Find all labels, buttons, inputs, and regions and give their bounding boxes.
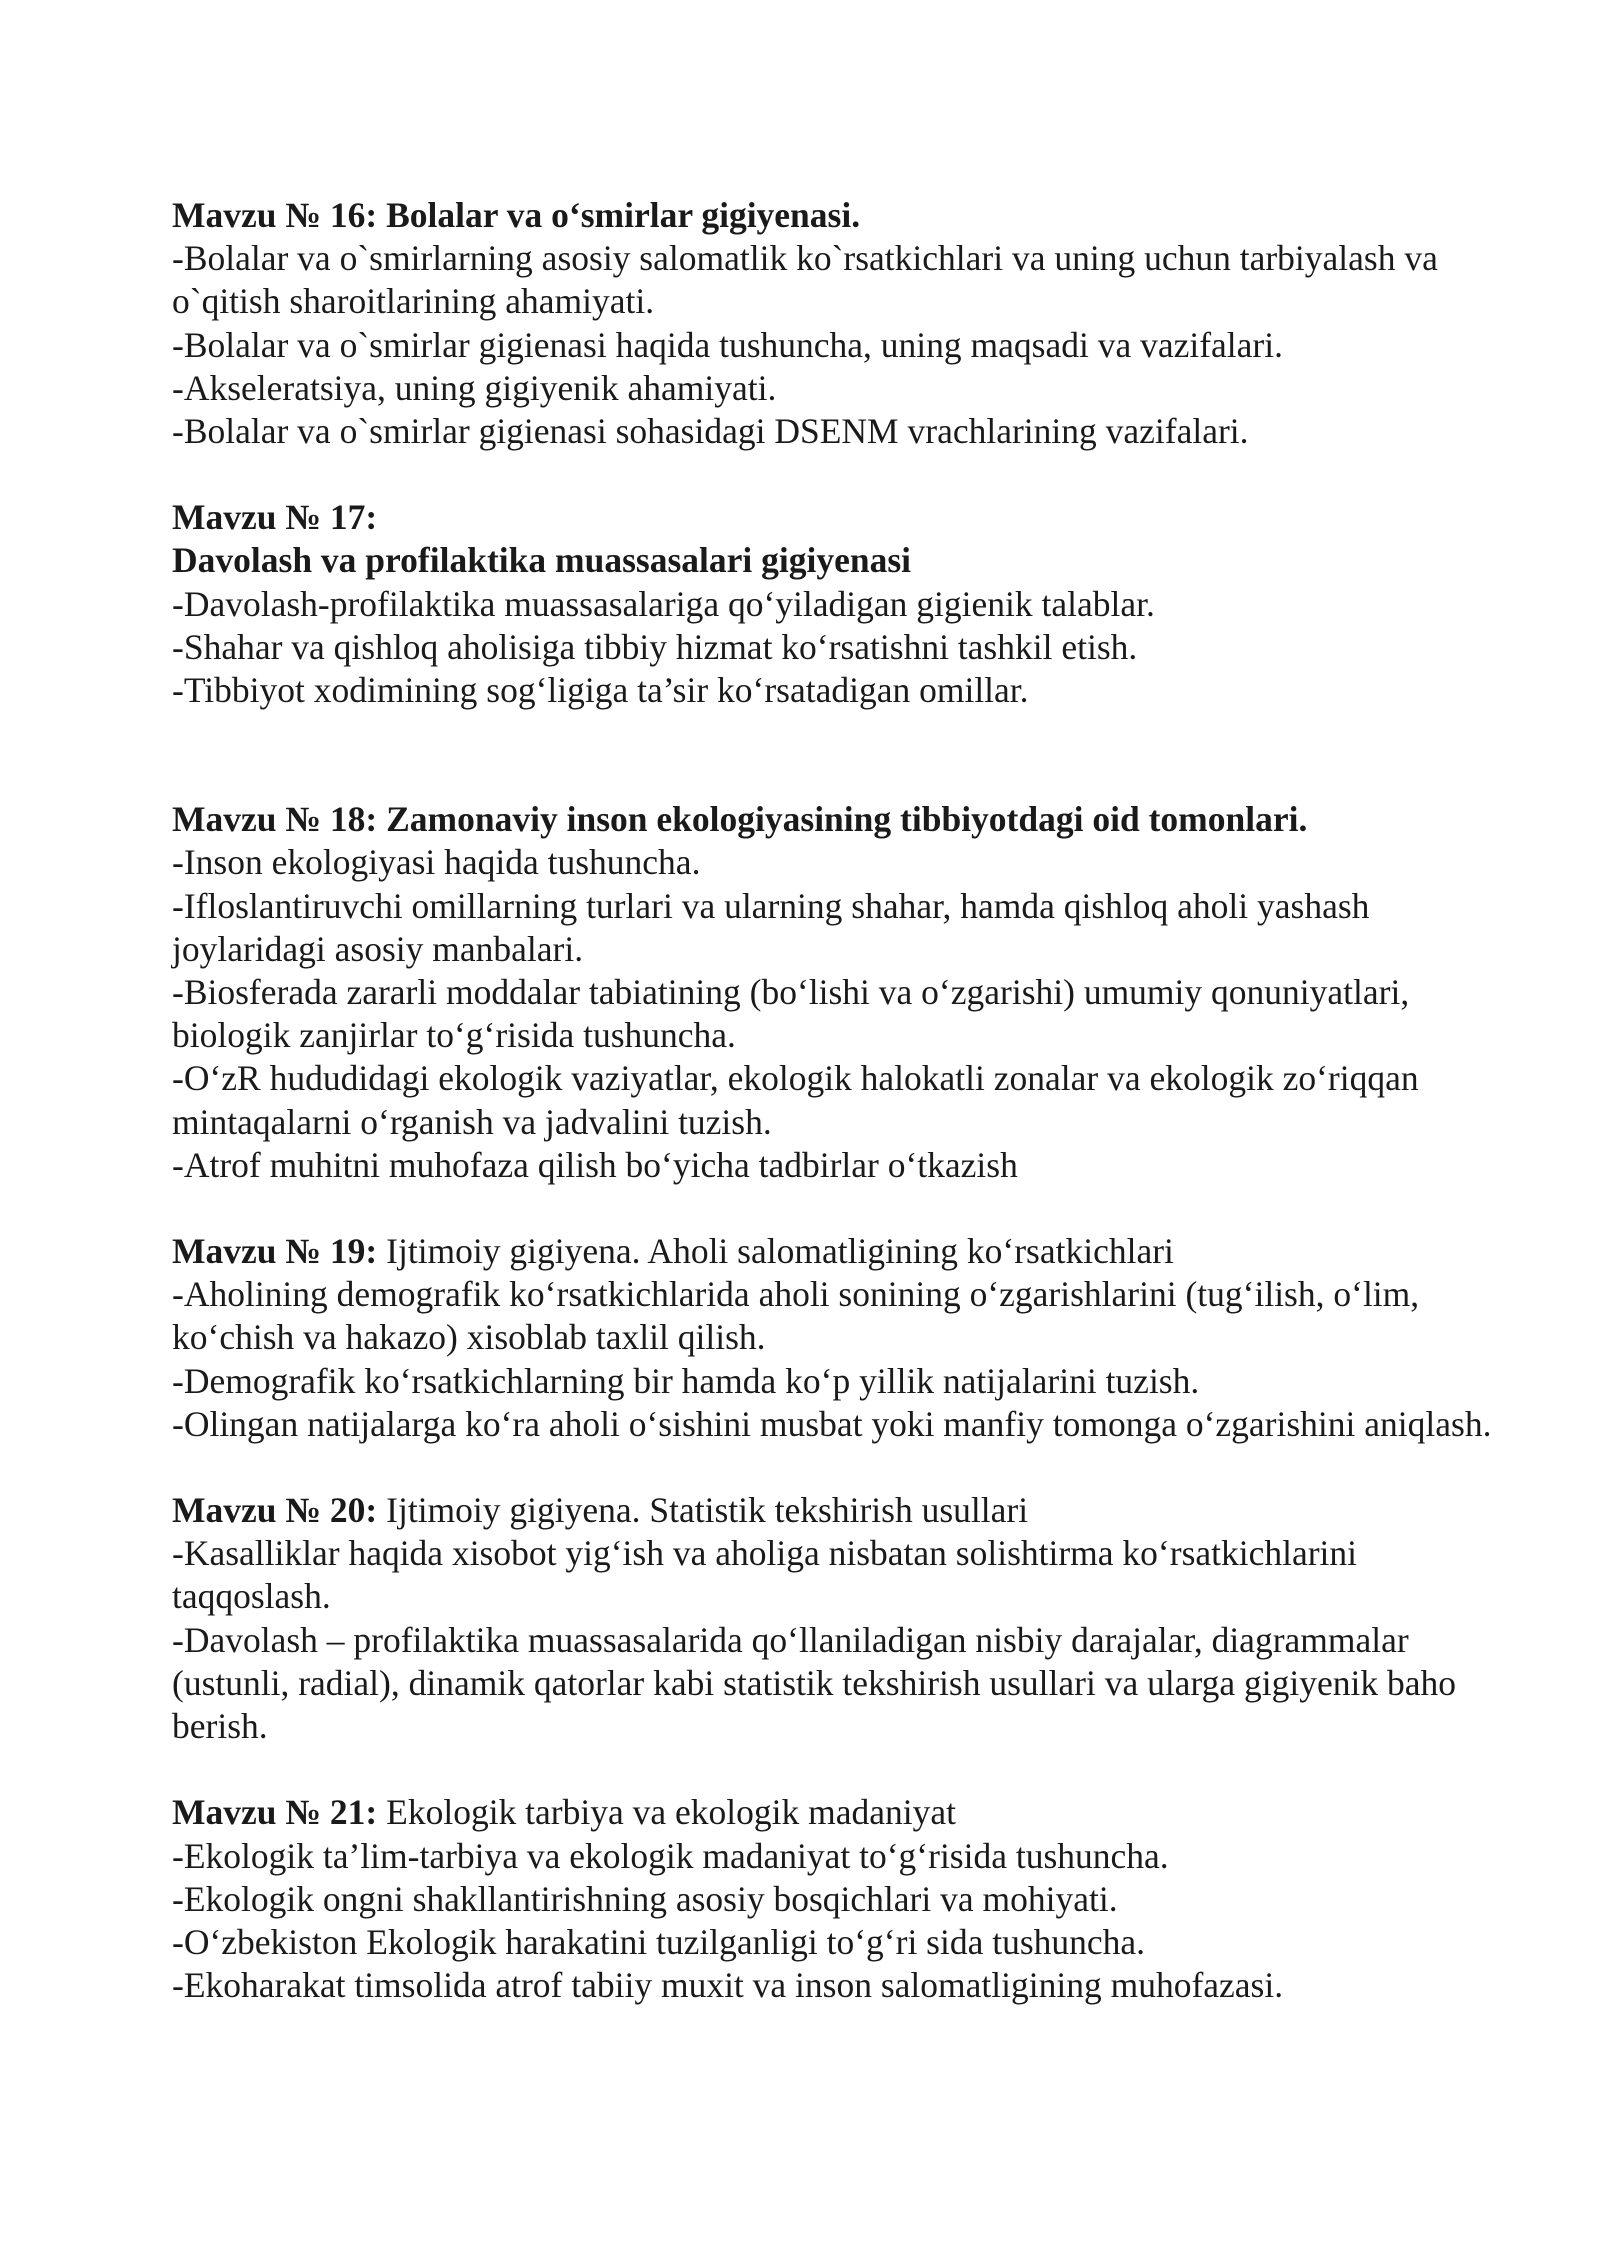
topic-item: -Davolash – profilaktika muassasalarida qo‘llaniladigan nisbiy darajalar, diagrammalar (ustunli, radial), dinamik qatorlar kabi statistik tekshirish usullari va ularga gigiyenik baho berish. — [172, 1619, 1456, 1747]
topic-19 — [172, 1230, 1502, 1446]
topic-17 — [172, 496, 1502, 712]
topic-item: -Ekoharakat timsolida atrof tabiiy muxit va inson salomatligining muhofazasi. — [172, 1965, 1284, 2006]
topic-item: -O‘zR hududidagi ekologik vaziyatlar, ekologik halokatli zonalar va ekologik zo‘riqqan mintaqalarni o‘rganish va jadvalini tuzish. — [172, 1058, 1419, 1142]
topic-item: -Bolalar va o`smirlarning asosiy salomatlik ko`rsatkichlari va uning uchun tarbiyalash va o`qitish sharoitlarining ahamiyati. — [172, 238, 1438, 322]
topic-heading: Mavzu № 20: — [172, 1490, 378, 1531]
topic-16 — [172, 194, 1502, 453]
topic-item: -Demografik ko‘rsatkichlarning bir hamda ko‘p yillik natijalarini tuzish. — [172, 1360, 1200, 1401]
topic-item: -Davolash-profilaktika muassasalariga qo‘yiladigan gigienik talablar. — [172, 583, 1155, 624]
topic-item: -Ekologik ta’lim-tarbiya va ekologik madaniyat to‘g‘risida tushuncha. — [172, 1835, 1169, 1876]
topic-21 — [172, 1791, 1502, 2007]
topic-item: -Atrof muhitni muhofaza qilish bo‘yicha tadbirlar o‘tkazish — [172, 1144, 1018, 1185]
topic-title: Ijtimoiy gigiyena. Aholi salomatligining ko‘rsatkichlari — [377, 1231, 1174, 1272]
document-page — [172, 194, 1502, 2007]
topic-item: -Tibbiyot xodimining sog‘ligiga ta’sir ko‘rsatadigan omillar. — [172, 670, 1029, 711]
topic-item: -Inson ekologiyasi haqida tushuncha. — [172, 842, 701, 883]
topic-heading: Mavzu № 18: Zamonaviy inson ekologiyasining tibbiyotdagi oid tomonlari. — [172, 799, 1308, 840]
topic-item: -Olingan natijalarga ko‘ra aholi o‘sishini musbat yoki manfiy tomonga o‘zgarishini aniqlash. — [172, 1403, 1492, 1444]
topic-item: -Kasalliklar haqida xisobot yig‘ish va aholiga nisbatan solishtirma ko‘rsatkichlarini taqqoslash. — [172, 1533, 1358, 1617]
topic-heading: Mavzu № 16: Bolalar va o‘smirlar gigiyenasi. — [172, 195, 861, 235]
topic-item: -Ekologik ongni shakllantirishning asosiy bosqichlari va mohiyati. — [172, 1878, 1118, 1919]
topic-item: -Bolalar va o`smirlar gigienasi haqida tushuncha, uning maqsadi va vazifalari. — [172, 324, 1283, 365]
topic-title: Ijtimoiy gigiyena. Statistik tekshirish usullari — [377, 1490, 1029, 1531]
topic-item: -O‘zbekiston Ekologik harakatini tuzilganligi to‘g‘ri sida tushuncha. — [172, 1921, 1146, 1962]
topic-item: -Ifloslantiruvchi omillarning turlari va ularning shahar, hamda qishloq aholi yashash joylaridagi asosiy manbalari. — [172, 885, 1370, 969]
topic-item: -Akseleratsiya, uning gigiyenik ahamiyati. — [172, 367, 777, 408]
topic-item: -Shahar va qishloq aholisiga tibbiy hizmat ko‘rsatishni tashkil etish. — [172, 626, 1138, 667]
topic-heading: Mavzu № 21: — [172, 1792, 378, 1833]
topic-item: -Biosferada zararli moddalar tabiatining (bo‘lishi va o‘zgarishi) umumiy qonuniyatlari, biologik zanjirlar to‘g‘risida tushuncha. — [172, 972, 1410, 1056]
topic-heading: Mavzu № 17: — [172, 497, 378, 538]
topic-item: -Bolalar va o`smirlar gigienasi sohasidagi DSENM vrachlarining vazifalari. — [172, 411, 1249, 452]
topic-title: Ekologik tarbiya va ekologik madaniyat — [377, 1792, 956, 1833]
topic-item: -Aholining demografik ko‘rsatkichlarida aholi sonining o‘zgarishlarini (tug‘ilish, o‘lim, ko‘chish va hakazo) xisoblab taxlil qilish. — [172, 1274, 1420, 1358]
topic-20 — [172, 1489, 1502, 1748]
topic-heading: Mavzu № 19: — [172, 1231, 378, 1272]
topic-18 — [172, 798, 1502, 1187]
topic-title: Davolash va profilaktika muassasalari gigiyenasi — [172, 540, 912, 581]
